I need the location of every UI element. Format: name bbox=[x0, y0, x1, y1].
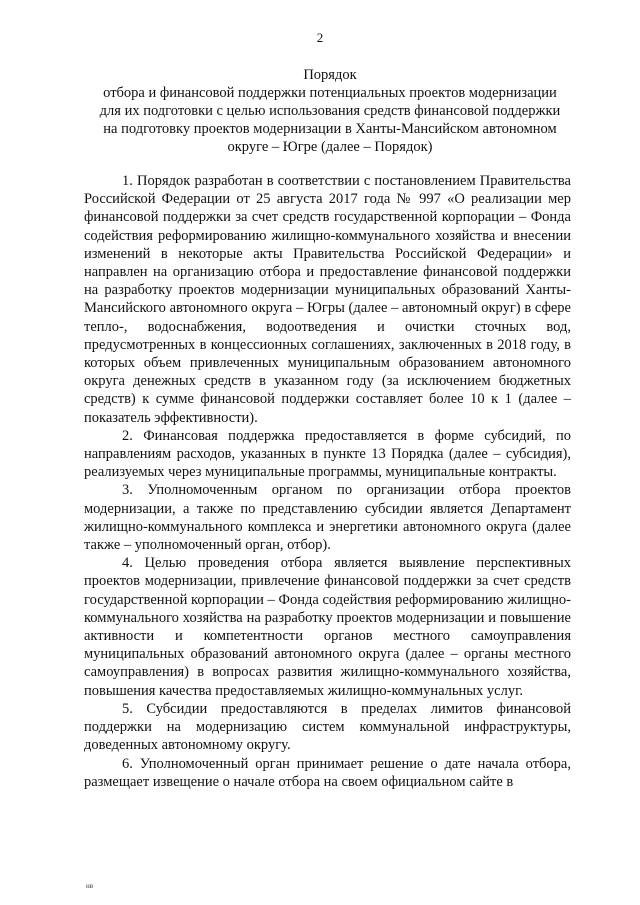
paragraph-4: 4. Целью проведения отбора является выявление перспективных проектов модернизации, привлечение финансовой поддержки за счет средств государственной корпорации – Фонда содействия реформированию жилищно-коммунального хозяйства на разработку проектов модернизации и повышение активности и компетентности органов местного самоуправления муниципальных образований автономного округа (далее – органы местного самоуправления) в вопросах развития жилищно-коммунального хозяйства, повышения качества предоставляемых жилищно-коммунальных услуг. bbox=[84, 555, 571, 699]
paragraph-2: 2. Финансовая поддержка предоставляется в форме субсидий, по направлениям расходов, указанных в пункте 13 Порядка (далее – субсидия), реализуемых через муниципальные программы, муниципальные контракты. bbox=[84, 427, 571, 481]
title-heading: Порядок bbox=[303, 67, 357, 83]
footer-mark: нв bbox=[86, 882, 94, 890]
paragraph-5: 5. Субсидии предоставляются в пределах лимитов финансовой поддержки на модернизацию систем коммунальной инфраструктуры, доведенных автономному округу. bbox=[84, 700, 571, 754]
title-subtitle-line: на подготовку проектов модернизации в Ханты-Мансийском автономном bbox=[103, 121, 557, 137]
paragraph-3: 3. Уполномоченным органом по организации отбора проектов модернизации, а также по представлению субсидии является Департамент жилищно-коммунального комплекса и энергетики автономного округа (далее также – уполномоченный орган, отбор). bbox=[84, 482, 571, 554]
title-subtitle-line: для их подготовки с целью использования средств финансовой поддержки bbox=[99, 103, 561, 119]
document-body bbox=[84, 172, 571, 791]
paragraph-6: 6. Уполномоченный орган принимает решение о дате начала отбора, размещает извещение о начале отбора на своем официальном сайте в bbox=[84, 755, 571, 790]
document-title bbox=[80, 66, 580, 156]
page-number: 2 bbox=[316, 30, 324, 45]
title-subtitle-line: отбора и финансовой поддержки потенциальных проектов модернизации bbox=[103, 85, 557, 101]
paragraph-1: 1. Порядок разработан в соответствии с постановлением Правительства Российской Федерации от 25 августа 2017 года № 997 «О реализации мер финансовой поддержки за счет средств государственной корпорации – Фонда содействия реформированию жилищно-коммунального хозяйства и внесении изменений в некоторые акты Правительства Российской Федерации» и направлен на организацию отбора и предоставление финансовой поддержки на разработку проектов модернизации муниципальных образований Ханты-Мансийского автономного округа – Югры (далее – автономный округ) в сфере тепло-, водоснабжения, водоотведения и очистки сточных вод, предусмотренных в концессионных соглашениях, заключенных в 2018 году, в которых объем привлеченных муниципальным образованием автономного округа денежных средств в указанном году (за исключением бюджетных средств) к сумме финансовой поддержки составляет более 10 к 1 (далее – показатель эффективности). bbox=[84, 173, 571, 426]
title-subtitle-line: округе – Югре (далее – Порядок) bbox=[227, 139, 433, 155]
